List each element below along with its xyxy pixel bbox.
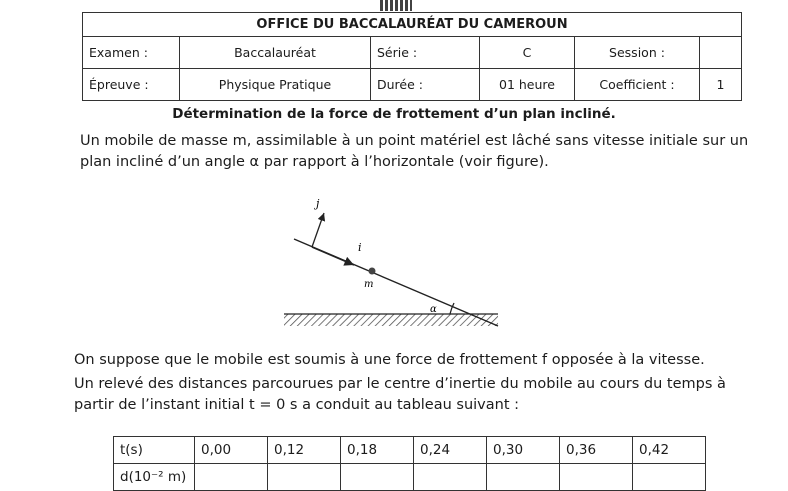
mobile-point	[369, 268, 376, 275]
duree-label: Durée :	[371, 69, 480, 101]
examen-value: Baccalauréat	[180, 37, 371, 69]
duree-value: 01 heure	[480, 69, 575, 101]
table-row	[114, 437, 706, 464]
table-cell: 0,24	[414, 437, 487, 464]
table-cell: 0,30	[487, 437, 560, 464]
releve-line-1: Un relevé des distances parcourues par le centre d’inertie du mobile au cours du temps à	[74, 376, 726, 392]
ground-hatching	[284, 314, 498, 326]
time-row-header: t(s)	[114, 437, 195, 464]
table-cell: 0,18	[341, 437, 414, 464]
j-label: j	[316, 197, 320, 210]
table-row	[114, 464, 706, 491]
qr-code-fragment	[380, 0, 412, 11]
table-cell: 0,00	[195, 437, 268, 464]
exam-header-table	[82, 12, 742, 101]
table-cell: 0,36	[560, 437, 633, 464]
i-label: i	[358, 241, 362, 254]
coefficient-label: Coefficient :	[575, 69, 700, 101]
alpha-label: α	[430, 304, 437, 315]
session-value	[700, 37, 742, 69]
document-title: Détermination de la force de frottement d’un plan incliné.	[172, 106, 616, 122]
friction-statement: On suppose que le mobile est soumis à une force de frottement f opposée à la vitesse.	[74, 352, 705, 368]
office-title: OFFICE DU BACCALAURÉAT DU CAMEROUN	[83, 13, 742, 37]
session-label: Session :	[575, 37, 700, 69]
coefficient-value: 1	[700, 69, 742, 101]
angle-arc	[450, 303, 454, 314]
epreuve-value: Physique Pratique	[180, 69, 371, 101]
i-vector	[312, 247, 354, 265]
serie-value: C	[480, 37, 575, 69]
releve-line-2: partir de l’instant initial t = 0 s a conduit au tableau suivant :	[74, 397, 520, 413]
table-cell: 0,12	[268, 437, 341, 464]
table-cell: 0,42	[633, 437, 706, 464]
examen-label: Examen :	[83, 37, 180, 69]
m-label: m	[364, 279, 374, 290]
measurement-table	[113, 436, 706, 491]
serie-label: Série :	[371, 37, 480, 69]
j-vector	[312, 213, 324, 247]
intro-line-2: plan incliné d’un angle α par rapport à l’horizontale (voir figure).	[80, 154, 549, 170]
epreuve-label: Épreuve :	[83, 69, 180, 101]
inclined-plane-figure	[258, 195, 508, 331]
intro-line-1: Un mobile de masse m, assimilable à un point matériel est lâché sans vitesse initiale sur un	[80, 133, 749, 149]
distance-row-header: d(10⁻² m)	[114, 464, 195, 491]
